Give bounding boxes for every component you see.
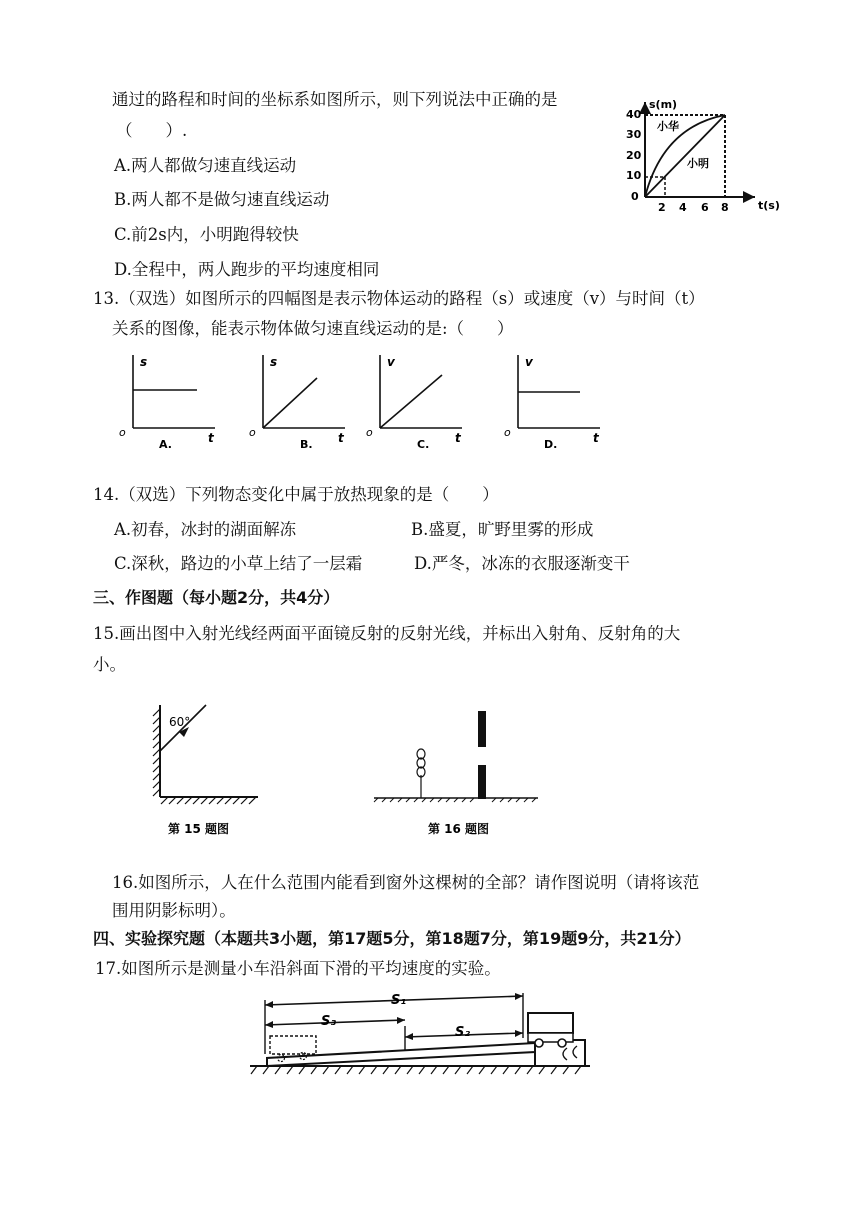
curve1-label: 小华 bbox=[657, 120, 679, 133]
q16-window-figure bbox=[372, 705, 544, 840]
q15-caption: 第 15 题图 bbox=[168, 822, 230, 836]
q13-graph-b bbox=[245, 350, 355, 450]
q12-option-d: D.全程中，两人跑步的平均速度相同 bbox=[114, 260, 380, 279]
graph-d-origin: o bbox=[504, 426, 511, 439]
arrow-icon bbox=[265, 1001, 273, 1008]
s1-label: S₁ bbox=[391, 993, 407, 1008]
graph-d-xlabel: t bbox=[593, 431, 599, 445]
q13-graph-c bbox=[362, 350, 472, 450]
horizontal-mirror-hatching bbox=[161, 797, 256, 804]
q14-option-d: D.严冬，冰冻的衣服逐渐变干 bbox=[414, 554, 630, 573]
s2-label: S₂ bbox=[455, 1025, 471, 1040]
window-wall-upper bbox=[478, 711, 486, 747]
q17-stem: 17.如图所示是测量小车沿斜面下滑的平均速度的实验。 bbox=[95, 959, 501, 978]
ground-hatching bbox=[251, 1066, 581, 1074]
car-start-dashed bbox=[270, 1036, 316, 1054]
q15-line2: 小。 bbox=[93, 655, 126, 674]
arrow-icon bbox=[515, 1030, 523, 1037]
graph-c-xlabel: t bbox=[455, 431, 461, 445]
q13-graph-d bbox=[500, 350, 610, 450]
section3-title: 三、作图题（每小题2分，共4分） bbox=[93, 588, 340, 607]
arrow-icon bbox=[515, 993, 523, 1000]
q15-line1: 15.画出图中入射光线经两面平面镜反射的反射光线，并标出入射角、反射角的大 bbox=[93, 624, 681, 643]
curve2-label: 小明 bbox=[687, 157, 709, 170]
graph-a-caption: A. bbox=[159, 438, 172, 450]
q14-option-b: B.盛夏，旷野里雾的形成 bbox=[411, 520, 594, 539]
q12-option-a: A.两人都做匀速直线运动 bbox=[114, 156, 297, 175]
car-top bbox=[528, 1013, 573, 1033]
graph-c-line bbox=[380, 375, 442, 428]
tree-icon bbox=[417, 749, 425, 798]
graph-b-origin: o bbox=[249, 426, 256, 439]
car-wheel bbox=[535, 1039, 543, 1047]
x-axis-label: t(s) bbox=[758, 199, 780, 212]
q12-answer-blank: （ ）. bbox=[116, 121, 188, 140]
s3-label: S₃ bbox=[321, 1014, 337, 1029]
q12-stem: 通过的路程和时间的坐标系如图所示，则下列说法中正确的是 bbox=[112, 90, 558, 109]
car-wheel bbox=[558, 1039, 566, 1047]
graph-a-origin: o bbox=[119, 426, 126, 439]
q14-option-c: C.深秋，路边的小草上结了一层霜 bbox=[114, 554, 363, 573]
ytick-30: 30 bbox=[626, 128, 642, 141]
ytick-40: 40 bbox=[626, 108, 642, 121]
q14-option-a: A.初春，冰封的湖面解冻 bbox=[114, 520, 297, 539]
car-body bbox=[528, 1033, 573, 1042]
window-wall-lower bbox=[478, 765, 486, 799]
graph-b-caption: B. bbox=[300, 438, 313, 450]
graph-d-caption: D. bbox=[544, 438, 558, 450]
q14-stem: 14.（双选）下列物态变化中属于放热现象的是（ ） bbox=[93, 485, 499, 504]
q15-mirror-figure bbox=[148, 695, 268, 840]
vertical-mirror-hatching bbox=[153, 709, 160, 796]
y-axis-label: s(m) bbox=[649, 98, 678, 111]
q13-graph-a bbox=[115, 350, 225, 450]
arrow-icon bbox=[265, 1021, 273, 1028]
graph-c-origin: o bbox=[366, 426, 373, 439]
section4-title: 四、实验探究题（本题共3小题，第17题5分，第18题7分，第19题9分，共21分） bbox=[93, 929, 691, 948]
graph-b-line bbox=[263, 378, 317, 428]
q16-line1: 16.如图所示，人在什么范围内能看到窗外这棵树的全部？请作图说明（请将该范 bbox=[112, 873, 700, 892]
graph-a-xlabel: t bbox=[208, 431, 214, 445]
q16-caption: 第 16 题图 bbox=[428, 822, 490, 836]
q16-line2: 围用阴影标明）。 bbox=[112, 901, 236, 920]
graph-c-caption: C. bbox=[417, 438, 430, 450]
angle-label: 60° bbox=[169, 715, 191, 729]
q12-option-b: B.两人都不是做匀速直线运动 bbox=[114, 190, 330, 209]
q13-line2: 关系的图像，能表示物体做匀速直线运动的是:（ ） bbox=[112, 319, 514, 338]
q13-line1: 13.（双选）如图所示的四幅图是表示物体运动的路程（s）或速度（v）与时间（t） bbox=[93, 289, 705, 308]
q17-incline-figure bbox=[245, 988, 595, 1080]
ytick-10: 10 bbox=[626, 169, 642, 182]
graph-c-ylabel: v bbox=[387, 355, 395, 369]
ytick-20: 20 bbox=[626, 149, 642, 162]
graph-b-ylabel: s bbox=[270, 355, 278, 369]
graph-a-ylabel: s bbox=[140, 355, 148, 369]
q12-option-c: C.前2s内，小明跑得较快 bbox=[114, 225, 299, 244]
xtick-6: 6 bbox=[701, 201, 709, 214]
arrow-icon bbox=[405, 1033, 413, 1040]
arrow-icon bbox=[397, 1017, 405, 1024]
xtick-2: 2 bbox=[658, 201, 666, 214]
origin-label: 0 bbox=[631, 190, 639, 203]
graph-b-xlabel: t bbox=[338, 431, 344, 445]
q12-st-graph bbox=[615, 92, 790, 217]
xtick-4: 4 bbox=[679, 201, 687, 214]
graph-d-ylabel: v bbox=[525, 355, 533, 369]
xtick-8: 8 bbox=[721, 201, 729, 214]
